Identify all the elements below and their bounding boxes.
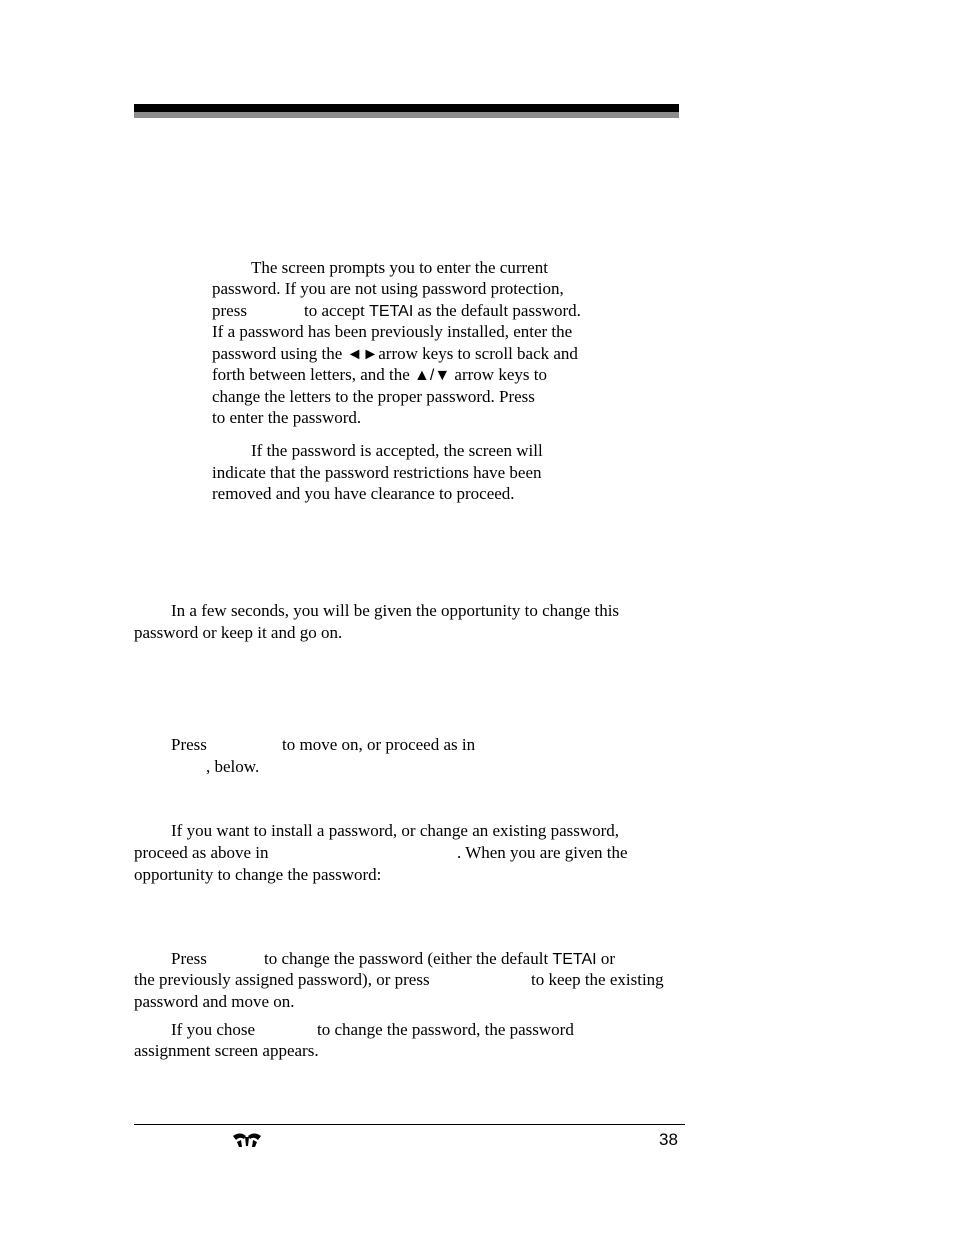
p1-line-4: If a password has been previously installed, enter the [212, 322, 573, 341]
p1-line-1: The screen prompts you to enter the current [251, 258, 548, 277]
up-down-arrow-icon: ▲/▼ [414, 367, 451, 384]
p4-line-2: , below. [206, 757, 260, 776]
p1-line-5a: password using the [212, 344, 343, 363]
p7-line-2: assignment screen appears. [134, 1041, 319, 1060]
p1-line-6a: forth between letters, and the [212, 365, 410, 384]
p1-line-7: change the letters to the proper password. Press [212, 387, 535, 406]
p1-line-3b: to accept [304, 301, 365, 320]
p3-line-2: password or keep it and go on. [134, 623, 343, 642]
p1-line-5 [212, 343, 578, 365]
p6-line-3: password and move on. [134, 992, 295, 1011]
p1-line-5c: arrow keys to scroll back and [378, 344, 578, 363]
p5-line-2b: . When you are given the [457, 843, 628, 862]
default-password-tetai-2: TETAI [552, 951, 597, 968]
footer-rule [134, 1124, 685, 1125]
p1-line-3 [304, 300, 581, 322]
p5-line-1: If you want to install a password, or change an existing password, [171, 821, 620, 840]
left-right-arrow-icon: ◄► [346, 346, 379, 363]
p6-line-1d: or [600, 949, 615, 968]
p3-line-1: In a few seconds, you will be given the opportunity to change this [171, 601, 620, 620]
p1-line-3a: press [212, 301, 247, 320]
p6-line-1a: Press [171, 949, 207, 968]
p4-line-1a: Press [171, 735, 207, 754]
p1-line-2: password. If you are not using password protection, [212, 279, 564, 298]
default-password-tetai: TETAI [369, 303, 414, 320]
p2-line-3: removed and you have clearance to proceed. [212, 484, 515, 503]
p2-line-2: indicate that the password restrictions have been [212, 463, 542, 482]
p5-line-3: opportunity to change the password: [134, 865, 382, 884]
teledyne-logo-icon [232, 1130, 262, 1150]
p2-line-1: If the password is accepted, the screen will [251, 441, 543, 460]
p1-line-6 [212, 364, 547, 386]
p1-line-3d: as the default password. [417, 301, 581, 320]
p7-line-1a: If you chose [171, 1020, 256, 1039]
p6-line-1b: to change the password (either the default [264, 949, 549, 968]
header-rule-black [134, 104, 679, 112]
p6-line-1 [264, 948, 615, 970]
p1-line-8: to enter the password. [212, 408, 362, 427]
p5-line-2a: proceed as above in [134, 843, 269, 862]
p4-line-1b: to move on, or proceed as in [282, 735, 476, 754]
p7-line-1b: to change the password, the password [317, 1020, 574, 1039]
p1-line-6c: arrow keys to [454, 365, 547, 384]
page-number: 38 [659, 1130, 678, 1149]
p6-line-2a: the previously assigned password), or press [134, 970, 430, 989]
p6-line-2b: to keep the existing [531, 970, 664, 989]
header-rule-gray [134, 112, 679, 118]
